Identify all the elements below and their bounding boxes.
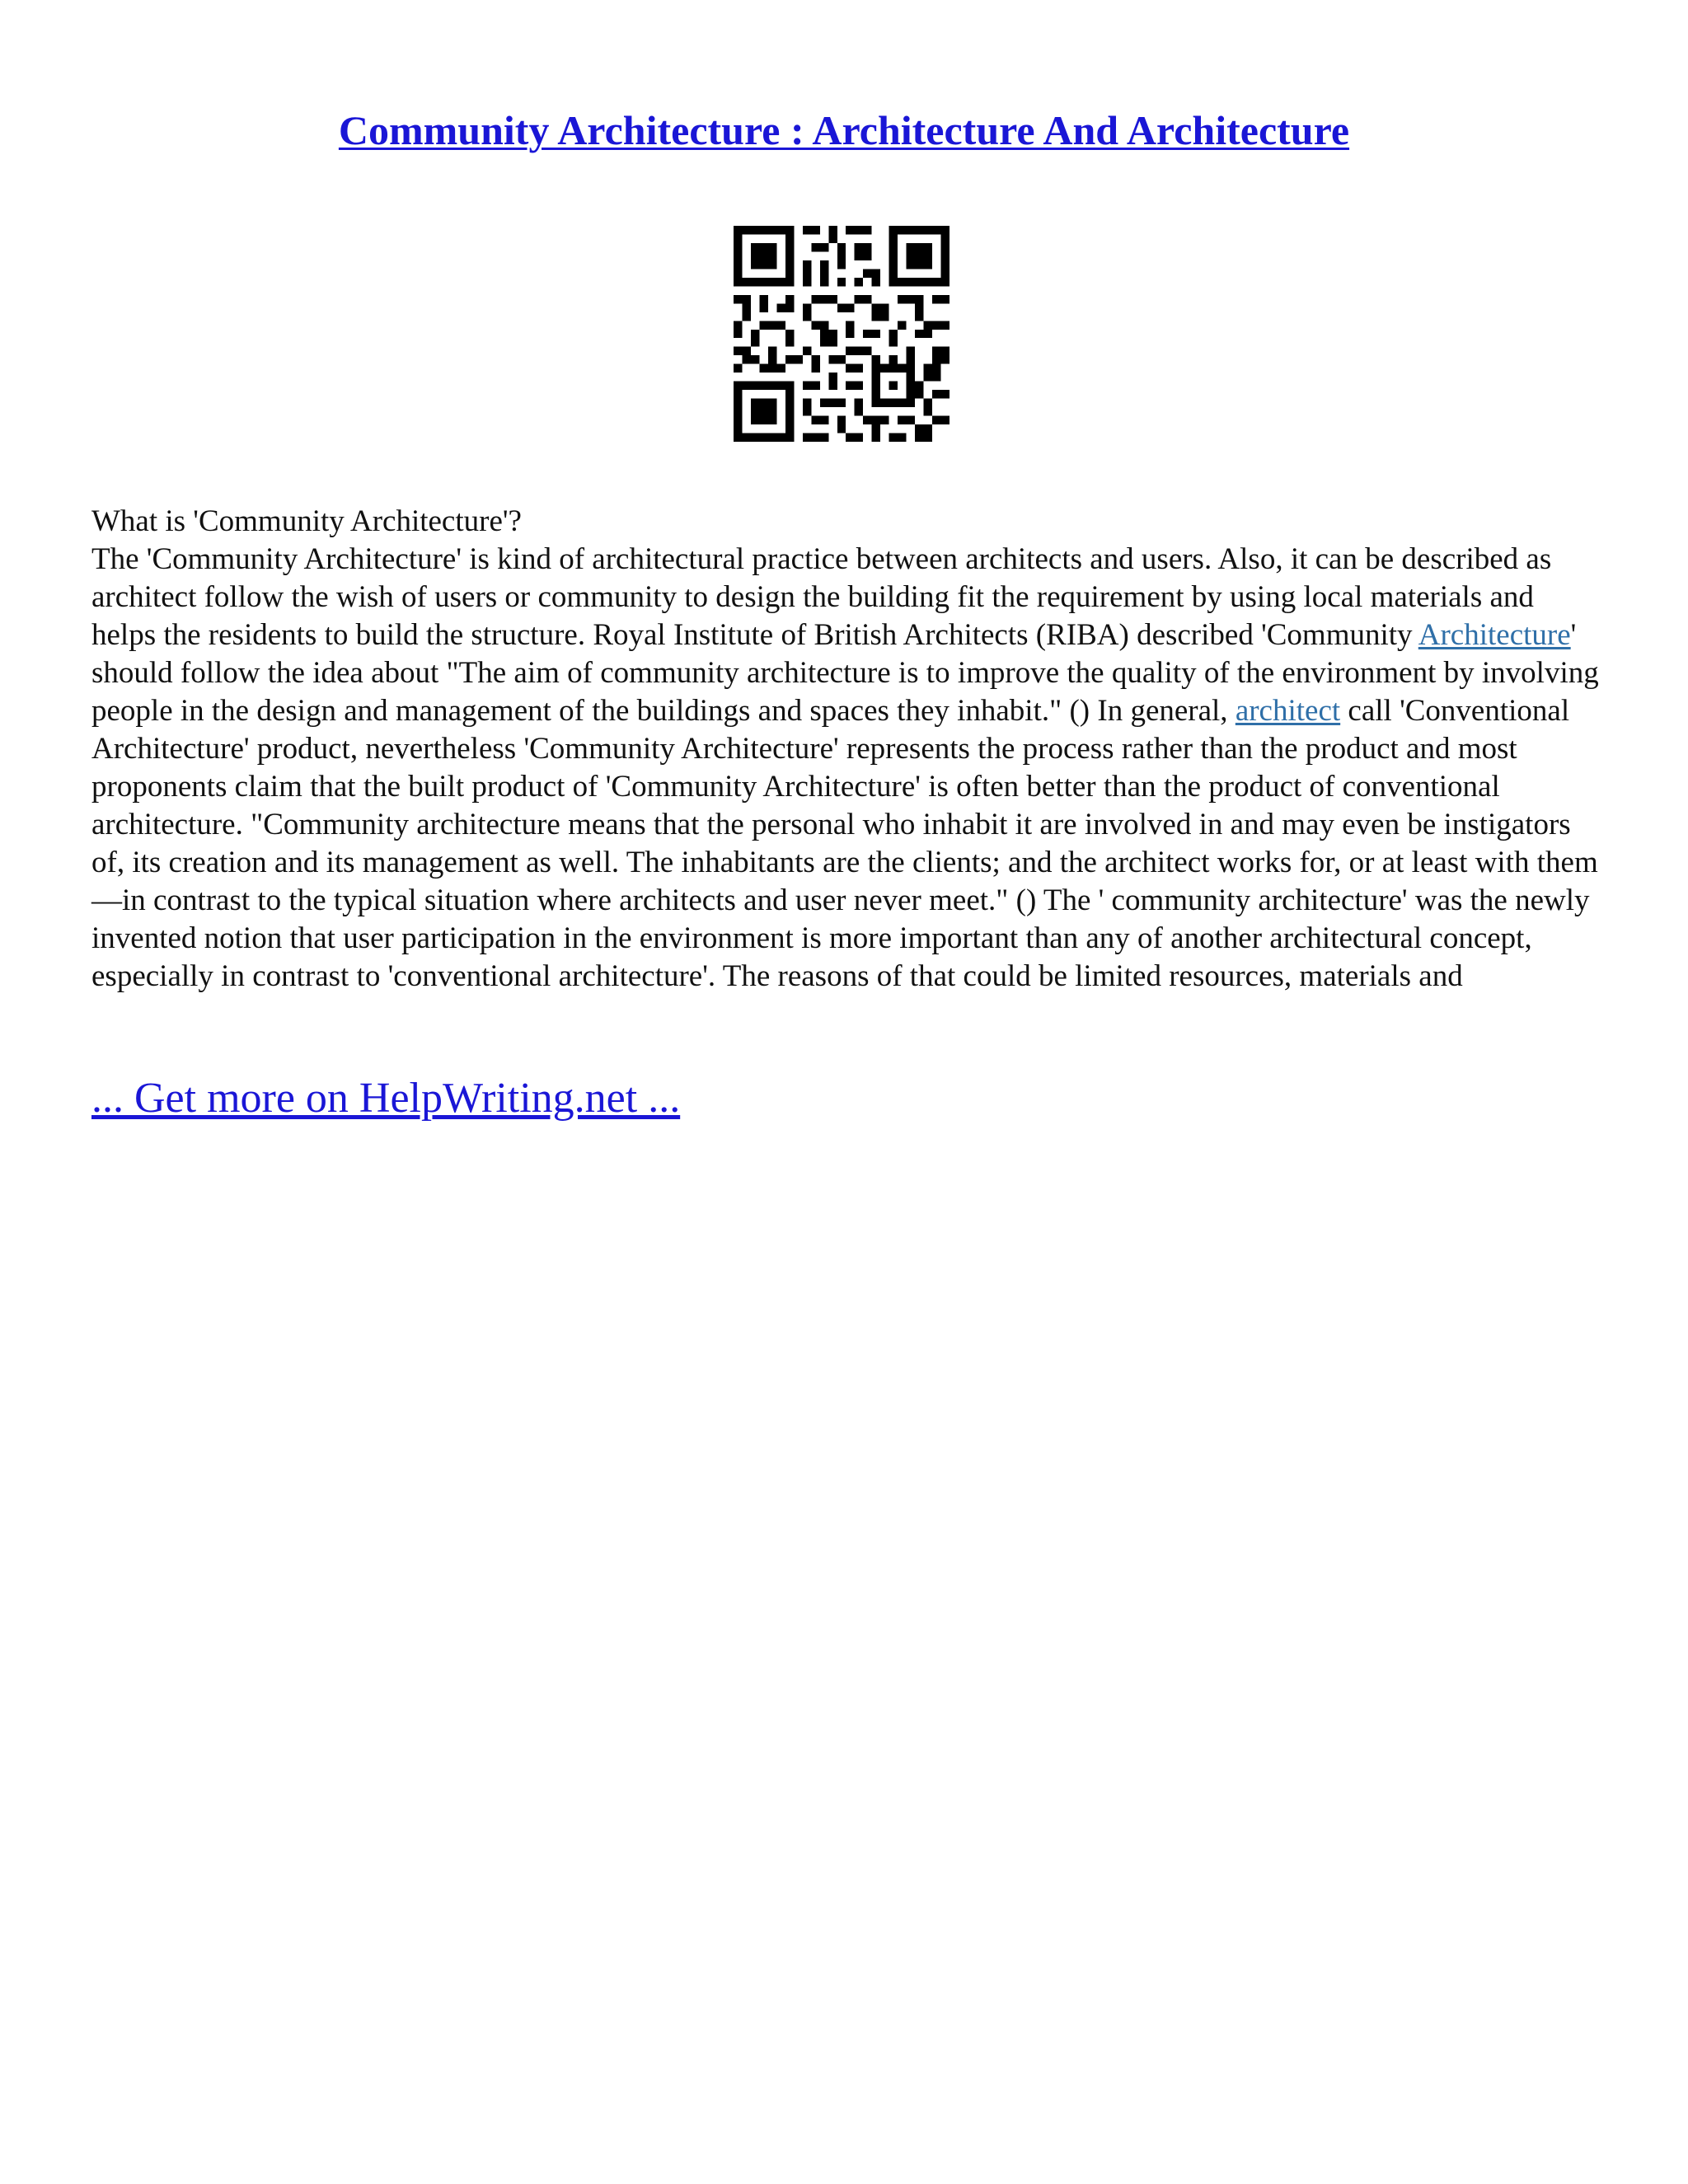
architecture-link[interactable]: Architecture bbox=[1418, 618, 1571, 652]
paragraph-text-1: The 'Community Architecture' is kind of architectural practice between architects and users. Also, it can be described as architect follow the wish of users or community to design the building fit the requirement by using local materials and helps the residents to build the structure. Royal Institute of British Architects (RIBA) described 'Community bbox=[91, 542, 1552, 652]
get-more-link[interactable]: ... Get more on HelpWriting.net ... bbox=[91, 1075, 681, 1122]
article-paragraph bbox=[91, 541, 1600, 996]
get-more-container bbox=[91, 1073, 680, 1124]
title-link[interactable]: Community Architecture : Architecture And Architecture bbox=[338, 107, 1350, 153]
page-title bbox=[0, 105, 1688, 155]
architect-link[interactable]: architect bbox=[1235, 694, 1341, 728]
article-body bbox=[91, 503, 1600, 996]
paragraph-text-2: ' should follow the idea about "The aim of community architecture is to improve the quality of the environment by involving people in the design and management of the buildings and spaces they inhabit." () In general, bbox=[91, 618, 1599, 728]
paragraph-text-3: call 'Conventional Architecture' product, nevertheless 'Community Architecture' represents the process rather than the product and most proponents claim that the built product of 'Community Architecture' is often better than the product of conventional architecture. "Community architecture means that the personal who inhabit it are involved in and may even be instigators of, its creation and its management as well. The inhabitants are the clients; and the architect works for, or at least with them—in contrast to the typical situation where architects and user never meet." () The ' community architecture' was the newly invented notion that user participation in the environment is more important than any of another architectural concept, especially in contrast to 'conventional architecture'. The reasons of that could be limited resources, materials and bbox=[91, 694, 1598, 993]
qr-code-icon bbox=[734, 226, 950, 442]
question-heading: What is 'Community Architecture'? bbox=[91, 504, 522, 538]
